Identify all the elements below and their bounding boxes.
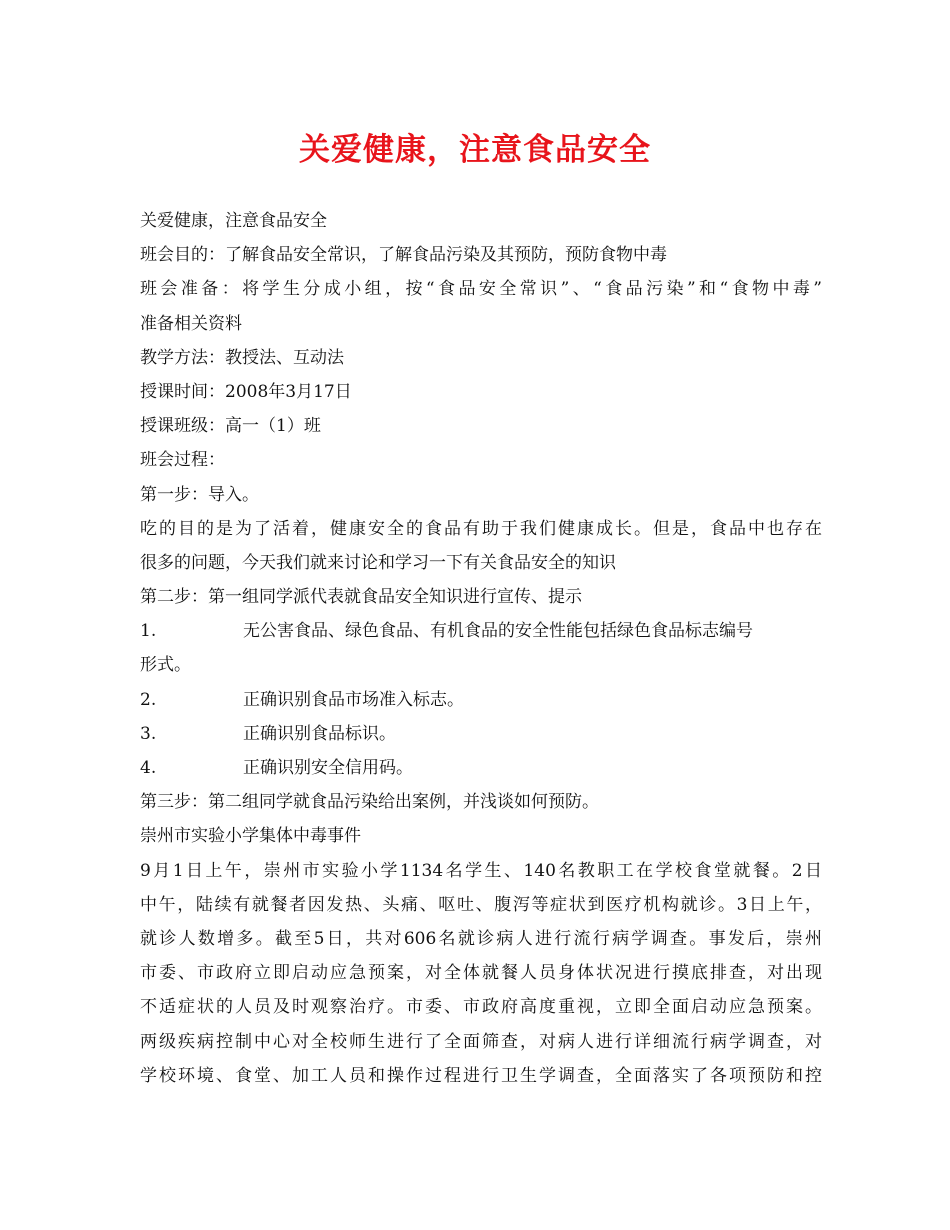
list-item-text: 正确识别安全信用码。 <box>243 758 413 778</box>
text-line: 班会目的：了解食品安全常识，了解食品污染及其预防，预防食物中毒 <box>140 245 667 266</box>
list-item-number: 2. <box>140 689 157 710</box>
list-item <box>140 614 822 648</box>
text-line: 市委、市政府立即启动应急预案，对全体就餐人员身体状况进行摸底排查，对出现 <box>140 963 822 984</box>
text-line: 不适症状的人员及时观察治疗。市委、市政府高度重视，立即全面启动应急预案。 <box>140 997 822 1018</box>
text-line: 第一步：导入。 <box>140 484 259 505</box>
text-line: 就诊人数增多。截至5日，共对606名就诊病人进行流行病学调查。事发后，崇州 <box>140 928 822 949</box>
list-item-number: 3. <box>140 723 157 744</box>
text-line: 两级疾病控制中心对全校师生进行了全面筛查，对病人进行详细流行病学调查，对 <box>140 1031 822 1052</box>
list-item <box>140 751 822 785</box>
text-line: 关爱健康，注意食品安全 <box>140 211 327 231</box>
text-line: 授课班级：高一（1）班 <box>140 416 321 437</box>
text-line: 班会过程： <box>140 450 225 471</box>
text-line: 吃的目的是为了活着，健康安全的食品有助于我们健康成长。但是，食品中也存在 <box>140 518 822 539</box>
document-body <box>140 204 822 1093</box>
list-item-number: 1. <box>140 621 157 642</box>
text-line: 第二步：第一组同学派代表就食品安全知识进行宣传、提示 <box>140 587 582 608</box>
list-item <box>140 717 822 751</box>
text-line: 教学方法：教授法、互动法 <box>140 347 344 368</box>
text-line: 学校环境、食堂、加工人员和操作过程进行卫生学调查，全面落实了各项预防和控 <box>140 1065 822 1086</box>
list-item-number: 4. <box>140 758 157 778</box>
text-line: 授课时间：2008年3月17日 <box>140 381 352 402</box>
text-line: 很多的问题，今天我们就来讨论和学习一下有关食品安全的知识 <box>140 552 616 573</box>
text-line: 中午，陆续有就餐者因发热、头痛、呕吐、腹泻等症状到医疗机构就诊。3日上午， <box>140 894 822 915</box>
list-item <box>140 683 822 717</box>
list-item-text: 正确识别食品标识。 <box>243 723 396 744</box>
list-item-continuation: 形式。 <box>140 655 191 676</box>
list-item-text: 无公害食品、绿色食品、有机食品的安全性能包括绿色食品标志编号 <box>243 621 753 642</box>
document-title: 关爱健康，注意食品安全 <box>299 132 651 168</box>
text-line: 准备相关资料 <box>140 313 242 334</box>
text-line: 崇州市实验小学集体中毒事件 <box>140 826 361 847</box>
text-line: 第三步：第二组同学就食品污染给出案例，并浅谈如何预防。 <box>140 792 599 813</box>
text-line: 9月1日上午，崇州市实验小学1134名学生、140名教职工在学校食堂就餐。2日 <box>140 860 822 881</box>
list-item-text: 正确识别食品市场准入标志。 <box>243 689 464 710</box>
text-line: 班会准备：将学生分成小组，按“食品安全常识”、“食品污染”和“食物中毒” <box>140 279 822 300</box>
